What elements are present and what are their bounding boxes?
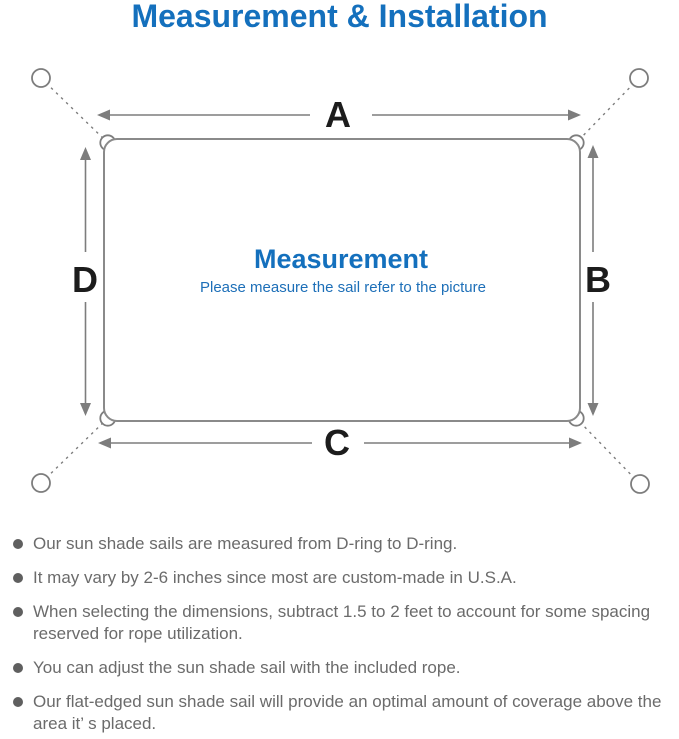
rope-top-right [576,78,639,143]
dimension-label-c: C [324,422,350,463]
rope-bottom-right [576,418,640,484]
note-item [13,567,668,589]
notes-list [13,533,668,739]
anchor-ring-bottom-right-icon [631,475,649,493]
note-item [13,533,668,555]
bullet-icon [13,697,23,707]
anchor-ring-top-right-icon [630,69,648,87]
bullet-icon [13,663,23,673]
measurement-diagram [0,50,679,530]
measurement-subheading: Please measure the sail refer to the picture [200,279,486,296]
bullet-icon [13,539,23,549]
measurement-heading: Measurement [253,244,429,274]
note-text: You can adjust the sun shade sail with the included rope. [33,658,461,677]
rope-bottom-left [41,418,108,483]
note-text: Our sun shade sails are measured from D-ring to D-ring. [33,534,458,553]
note-item [13,691,668,735]
anchor-ring-bottom-left-icon [32,474,50,492]
anchor-ring-top-left-icon [32,69,50,87]
dimension-label-a: A [325,94,351,135]
bullet-icon [13,607,23,617]
note-item [13,601,668,645]
note-item [13,657,668,679]
note-text: When selecting the dimensions, subtract 1.5 to 2 feet to account for some spacing reserved for rope utilization. [33,602,651,643]
dimension-label-b: B [585,259,611,300]
note-text: It may vary by 2-6 inches since most are custom-made in U.S.A. [33,568,517,587]
rope-top-left [41,78,108,143]
note-text: Our flat-edged sun shade sail will provide an optimal amount of coverage above the area it’ s placed. [33,692,662,733]
bullet-icon [13,573,23,583]
dimension-label-d: D [72,259,98,300]
page-title: Measurement & Installation [131,0,548,34]
